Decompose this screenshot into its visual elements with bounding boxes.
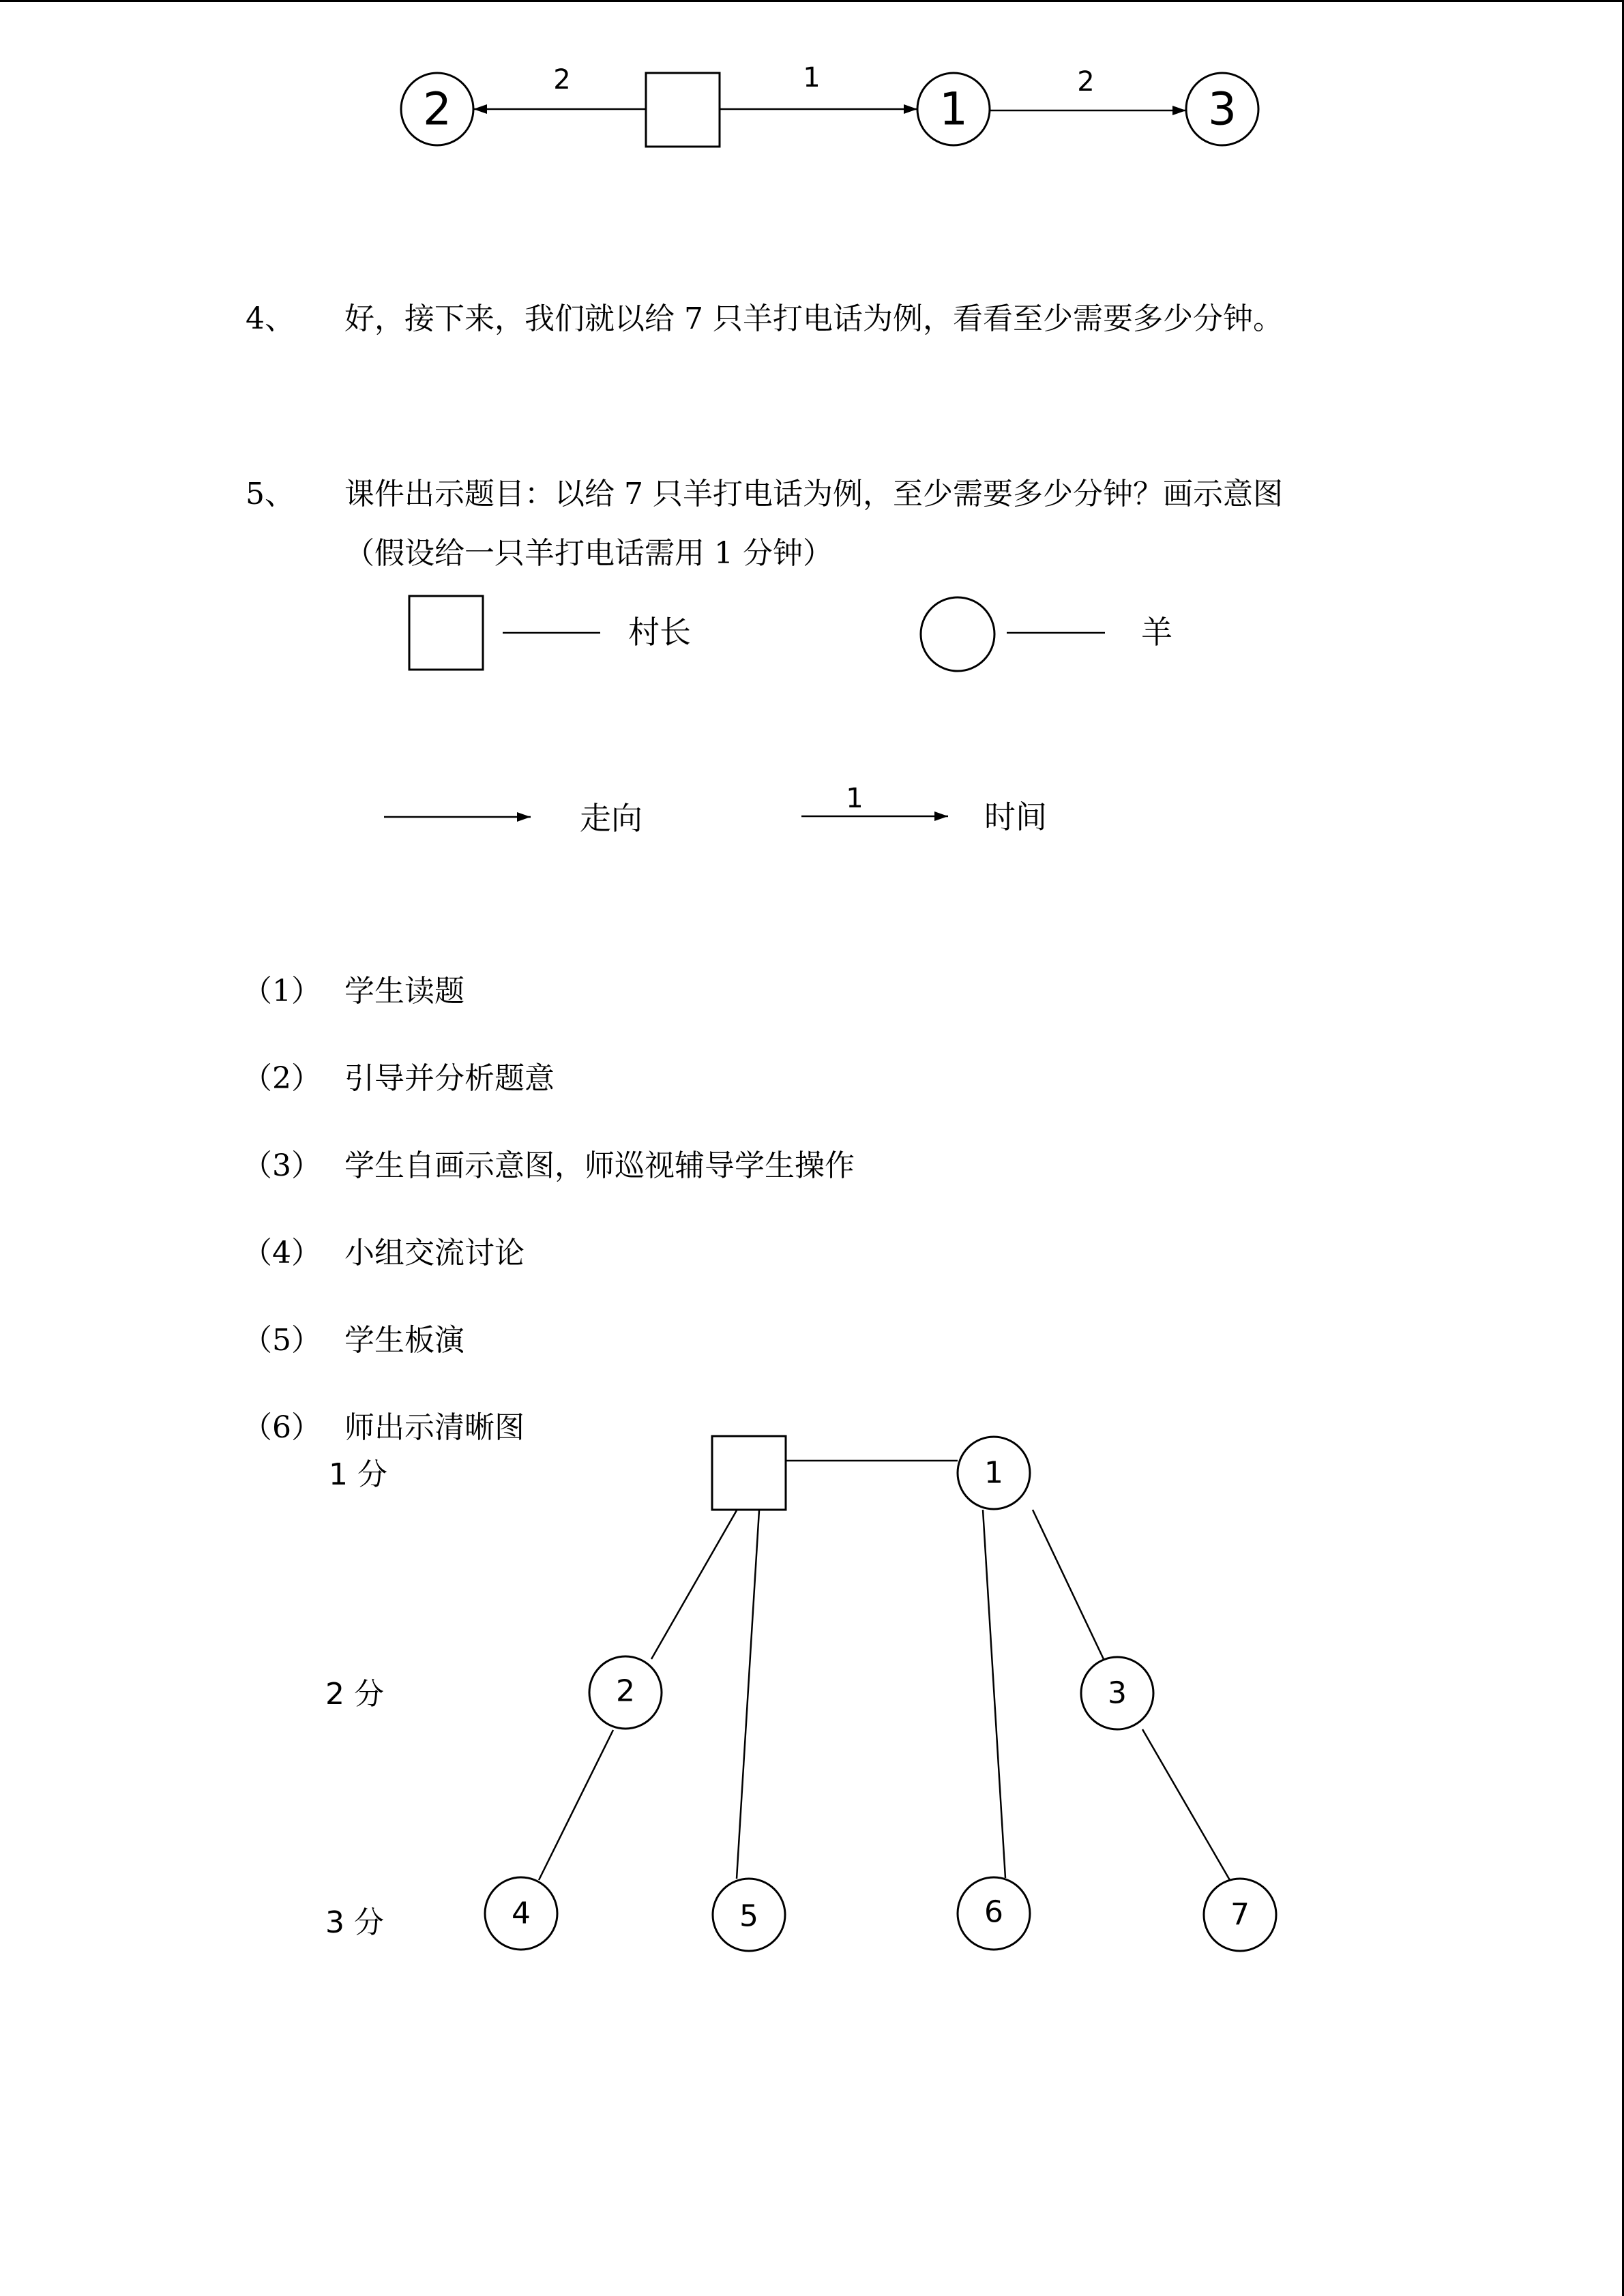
step-6-text: 师出示清晰图	[344, 1410, 525, 1445]
tree-edge-2-4	[539, 1730, 613, 1880]
tree-node-7-label: 7	[1230, 1897, 1250, 1933]
legend-time-arrow-number: 1	[846, 783, 863, 814]
legend-square-label: 村长	[628, 614, 691, 651]
tree-edge-1-3	[1033, 1510, 1104, 1659]
sheep-node-left-label: 2	[423, 83, 452, 136]
sheep-node-right-label: 3	[1208, 83, 1237, 136]
step-1-text: 学生读题	[344, 974, 464, 1009]
step-4-text: 小组交流讨论	[344, 1236, 525, 1270]
tree-edge-3-7	[1142, 1729, 1230, 1880]
assumption-text: （假设给一只羊打电话需用 1 分钟）	[344, 536, 833, 571]
paragraph-5-number: 5、	[246, 477, 295, 511]
step-2-text: 引导并分析题意	[344, 1061, 555, 1096]
time-label-3: 3 分	[325, 1905, 384, 1940]
step-2-number: （2）	[242, 1061, 321, 1096]
legend-time-label: 时间	[984, 799, 1047, 835]
step-3-text: 学生自画示意图，师巡视辅导学生操作	[344, 1148, 855, 1183]
tree-edge-chief-5	[737, 1510, 759, 1879]
step-5-number: （5）	[242, 1323, 321, 1358]
tree-chief-square	[712, 1436, 786, 1510]
tree-node-1-label: 1	[984, 1455, 1003, 1491]
edge-label-to-right: 2	[1077, 66, 1095, 98]
step-1-number: （1）	[242, 974, 321, 1009]
step-5-text: 学生板演	[344, 1323, 464, 1358]
time-label-1: 1 分	[329, 1457, 387, 1492]
tree-node-6-label: 6	[984, 1894, 1003, 1930]
legend-circle-label: 羊	[1141, 614, 1172, 651]
tree-edge-chief-2	[651, 1510, 737, 1659]
sheep-node-middle-label: 1	[939, 83, 968, 136]
step-3-number: （3）	[242, 1148, 321, 1183]
paragraph-5-text: 课件出示题目：以给 7 只羊打电话为例，至少需要多少分钟？画示意图	[344, 477, 1283, 511]
paragraph-4-text: 好，接下来，我们就以给 7 只羊打电话为例，看看至少需要多少分钟。	[344, 301, 1283, 336]
step-4-number: （4）	[242, 1236, 321, 1270]
tree-node-5-label: 5	[739, 1898, 758, 1934]
paragraph-4-number: 4、	[246, 301, 295, 336]
tree-node-4-label: 4	[512, 1896, 531, 1931]
step-6-number: （6）	[242, 1410, 321, 1445]
edge-label-to-middle: 1	[803, 62, 821, 93]
time-label-2: 2 分	[325, 1677, 384, 1712]
legend-direction-label: 走向	[580, 800, 643, 837]
tree-edge-1-6	[983, 1510, 1005, 1878]
tree-node-3-label: 3	[1108, 1675, 1127, 1711]
edge-label-to-left: 2	[553, 64, 571, 95]
tree-node-2-label: 2	[616, 1673, 635, 1709]
